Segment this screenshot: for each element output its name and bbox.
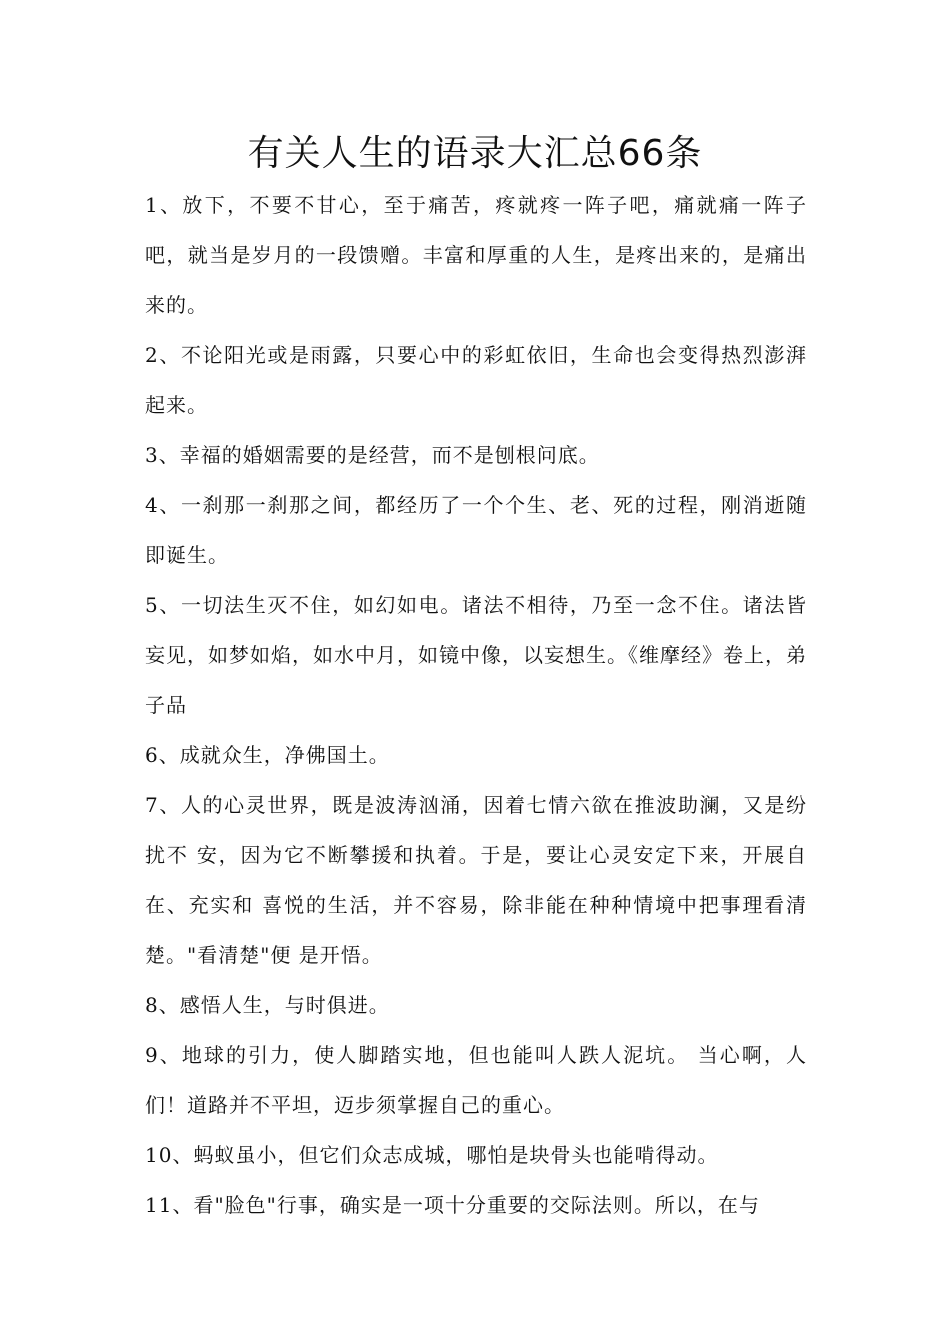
- document-body: [145, 180, 807, 1230]
- paragraph-3: 3、幸福的婚姻需要的是经营，而不是刨根问底。: [145, 443, 600, 467]
- paragraph-6: 6、成就众生，净佛国土。: [145, 743, 390, 767]
- paragraph-2: 2、不论阳光或是雨露，只要心中的彩虹依旧，生命也会变得热烈澎湃起来。: [145, 343, 807, 417]
- paragraph-11: 11、看"脸色"行事，确实是一项十分重要的交际法则。所以，在与: [145, 1193, 760, 1217]
- paragraph-4: 4、一刹那一刹那之间，都经历了一个个生、老、死的过程，刚消逝随即诞生。: [145, 493, 807, 567]
- paragraph-5: 5、一切法生灭不住，如幻如电。诸法不相待，乃至一念不住。诸法皆妄见，如梦如焰，如水中月，如镜中像，以妄想生。《维摩经》卷上，弟子品: [145, 593, 807, 717]
- paragraph-8: 8、感悟人生，与时俱进。: [145, 993, 390, 1017]
- paragraph-1: 1、放下，不要不甘心，至于痛苦，疼就疼一阵子吧，痛就痛一阵子吧，就当是岁月的一段馈赠。丰富和厚重的人生，是疼出来的，是痛出来的。: [145, 193, 807, 317]
- paragraph-7: 7、人的心灵世界，既是波涛汹涌，因着七情六欲在推波助澜，又是纷扰不 安，因为它不断攀援和执着。于是，要让心灵安定下来，开展自在、充实和 喜悦的生活，并不容易，除非能在种种情境中把事理看清楚。"看清楚"便 是开悟。: [145, 793, 807, 967]
- document-title: 有关人生的语录大汇总66条: [247, 133, 703, 174]
- paragraph-10: 10、蚂蚁虽小，但它们众志成城，哪怕是块骨头也能啃得动。: [145, 1143, 719, 1167]
- paragraph-9: 9、地球的引力，使人脚踏实地，但也能叫人跌人泥坑。 当心啊，人们！道路并不平坦，迈步须掌握自己的重心。: [145, 1043, 807, 1117]
